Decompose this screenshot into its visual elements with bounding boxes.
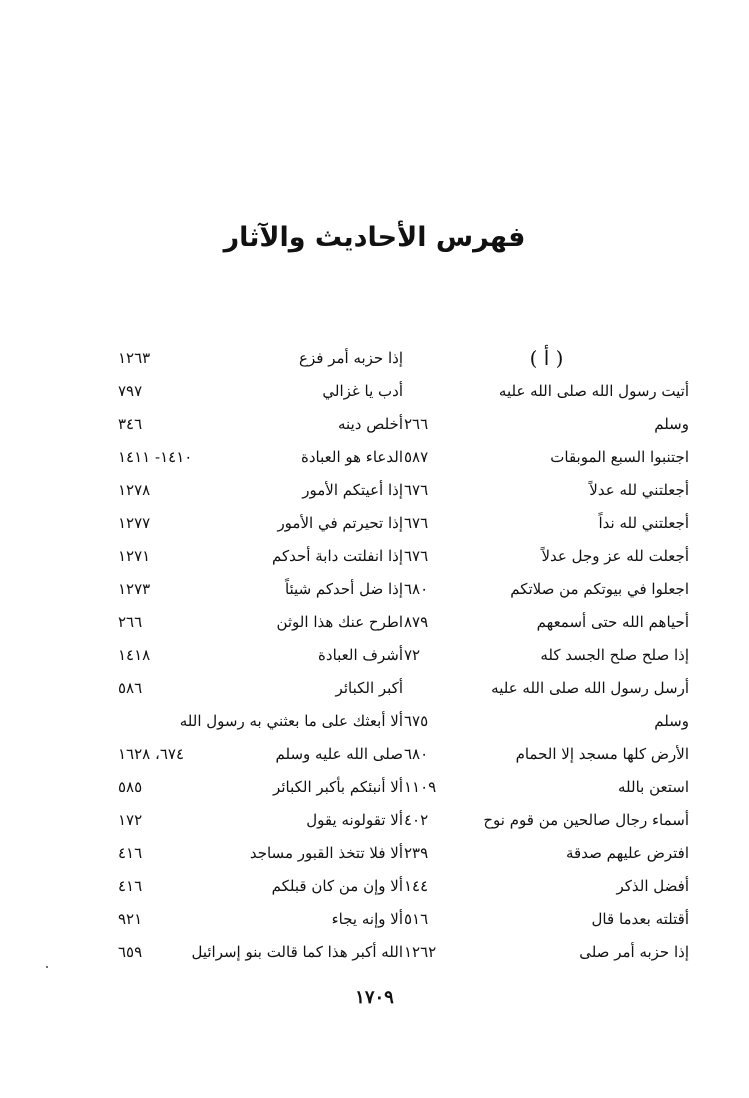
index-entry [404,705,689,738]
entry-page-number: ٣٤٦ [118,415,143,433]
entry-page-number: ٢٦٦ [404,415,429,433]
entry-text: ألا أبعثك على ما بعثني به رسول الله [179,712,403,730]
index-entry [404,606,689,639]
index-entry [118,672,403,705]
entry-text: الدعاء هو العبادة [301,448,403,466]
entry-text: أرسل رسول الله صلى الله عليه [491,679,689,697]
entry-text: افترض عليهم صدقة [566,844,689,862]
entry-page-number: ٤١٦ [118,844,143,862]
entry-text: اطرح عنك هذا الوثن [276,613,403,631]
index-entry [118,903,403,936]
index-entry [404,474,689,507]
entry-text: اجتنبوا السبع الموبقات [550,448,689,466]
entry-page-number: ٦٧٦ [404,514,429,532]
entry-page-number: ٥٨٧ [404,448,429,466]
left-index-column [118,342,403,969]
index-entry [404,507,689,540]
entry-page-number: ١١٠٩ [404,778,437,796]
entry-text: أجعلت لله عز وجل عدلاً [541,547,689,565]
entry-text: أتيت رسول الله صلى الله عليه [498,382,689,400]
entry-text: أسماء رجال صالحين من قوم نوح [483,811,689,829]
entry-text: أجعلتني لله نداً [598,514,689,532]
index-entry [118,507,403,540]
entry-text: أفضل الذكر [616,877,689,895]
page-number: ١٧٠٩ [355,987,394,1008]
entry-text: إذا حزبه أمر فزع [299,349,403,367]
entry-page-number: ١٢٦٣ [118,349,151,367]
entry-page-number: ١٤١٠- ١٤١١ [118,448,193,466]
entry-page-number: ٥٨٦ [118,679,143,697]
entry-text: ألا وإنه يجاء [331,910,403,928]
entry-page-number: ٢٣٩ [404,844,429,862]
index-title: فهرس الأحاديث والآثار [223,222,526,253]
index-entry [404,540,689,573]
index-entry [404,738,689,771]
index-entry [118,474,403,507]
index-entry [118,606,403,639]
entry-page-number: ٦٧٤، ١٦٢٨ [118,745,185,763]
entry-page-number: ٧٩٧ [118,382,143,400]
entry-text: أدب يا غزالي [322,382,403,400]
entry-page-number: ١٢٧٧ [118,514,151,532]
index-entry [404,408,689,441]
entry-page-number: ٥١٦ [404,910,429,928]
entry-text: أخلص دينه [338,415,403,433]
entry-text: أحياهم الله حتى أسمعهم [536,613,689,631]
entry-page-number: ١٢٧٣ [118,580,151,598]
index-entry [404,375,689,408]
index-entry [404,804,689,837]
right-index-column [404,342,689,969]
entry-page-number: ٥٨٥ [118,778,143,796]
entry-page-number: ٤٠٢ [404,811,429,829]
index-entry [404,771,689,804]
entry-text: وسلم [654,712,689,730]
index-entry [118,540,403,573]
entry-text: أقتلته بعدما قال [591,910,689,928]
entry-page-number: ٦٧٦ [404,481,429,499]
entry-text: ألا وإن من كان قبلكم [271,877,403,895]
entry-text: الله أكبر هذا كما قالت بنو إسرائيل [191,943,403,961]
entry-page-number: ٧٢ [404,646,421,664]
entry-text: ألا أنبئكم بأكبر الكبائر [273,778,403,796]
entry-page-number: ٤١٦ [118,877,143,895]
index-entry [118,936,403,969]
entry-text: إذا صلح صلح الجسد كله [540,646,689,664]
entry-page-number: ٦٧٦ [404,547,429,565]
entry-page-number: ١٢٧٨ [118,481,151,499]
entry-text: ألا فلا تتخذ القبور مساجد [249,844,403,862]
entry-text: أكبر الكبائر [335,679,403,697]
entry-text: صلى الله عليه وسلم [275,745,403,763]
index-entry [118,342,403,375]
scan-speck [46,966,48,968]
entry-text: ألا تقولونه يقول [306,811,403,829]
entry-text: اجعلوا في بيوتكم من صلاتكم [510,580,689,598]
index-entry [118,441,403,474]
entry-page-number: ٦٨٠ [404,745,429,763]
index-entry [118,738,403,771]
index-entry [118,870,403,903]
index-entry [118,408,403,441]
index-entry [404,903,689,936]
entry-page-number: ١٢٧١ [118,547,151,565]
index-entry [404,870,689,903]
entry-page-number: ٦٨٠ [404,580,429,598]
index-entry [404,573,689,606]
index-entry [118,771,403,804]
entry-page-number: ٨٧٩ [404,613,429,631]
index-entry [404,672,689,705]
entry-text: أشرف العبادة [318,646,403,664]
entry-page-number: ٢٦٦ [118,613,143,631]
index-entry [118,804,403,837]
entry-page-number: ٦٧٥ [404,712,429,730]
index-entry [118,705,403,738]
entry-page-number: ١٤٤ [404,877,429,895]
entry-text: إذا انفلتت دابة أحدكم [272,547,403,565]
index-entry [118,573,403,606]
entry-page-number: ١٤١٨ [118,646,151,664]
entry-text: إذا حزبه أمر صلى [579,943,689,961]
section-letter: ( أ ) [529,346,564,370]
entry-text: إذا ضل أحدكم شيئاً [284,580,403,598]
entry-text: استعن بالله [617,778,689,796]
entry-text: الأرض كلها مسجد إلا الحمام [515,745,689,763]
entry-page-number: ٩٢١ [118,910,143,928]
entry-text: إذا تحيرتم في الأمور [277,514,403,532]
index-entry [404,936,689,969]
entry-text: إذا أعيتكم الأمور [302,481,403,499]
entry-text: أجعلتني لله عدلاً [589,481,689,499]
entry-page-number: ١٢٦٢ [404,943,437,961]
index-entry [404,837,689,870]
entry-text: وسلم [654,415,689,433]
index-entry [404,441,689,474]
index-entry [118,375,403,408]
index-entry [404,639,689,672]
entry-page-number: ٦٥٩ [118,943,143,961]
entry-page-number: ١٧٢ [118,811,143,829]
index-entry [118,639,403,672]
index-entry [118,837,403,870]
